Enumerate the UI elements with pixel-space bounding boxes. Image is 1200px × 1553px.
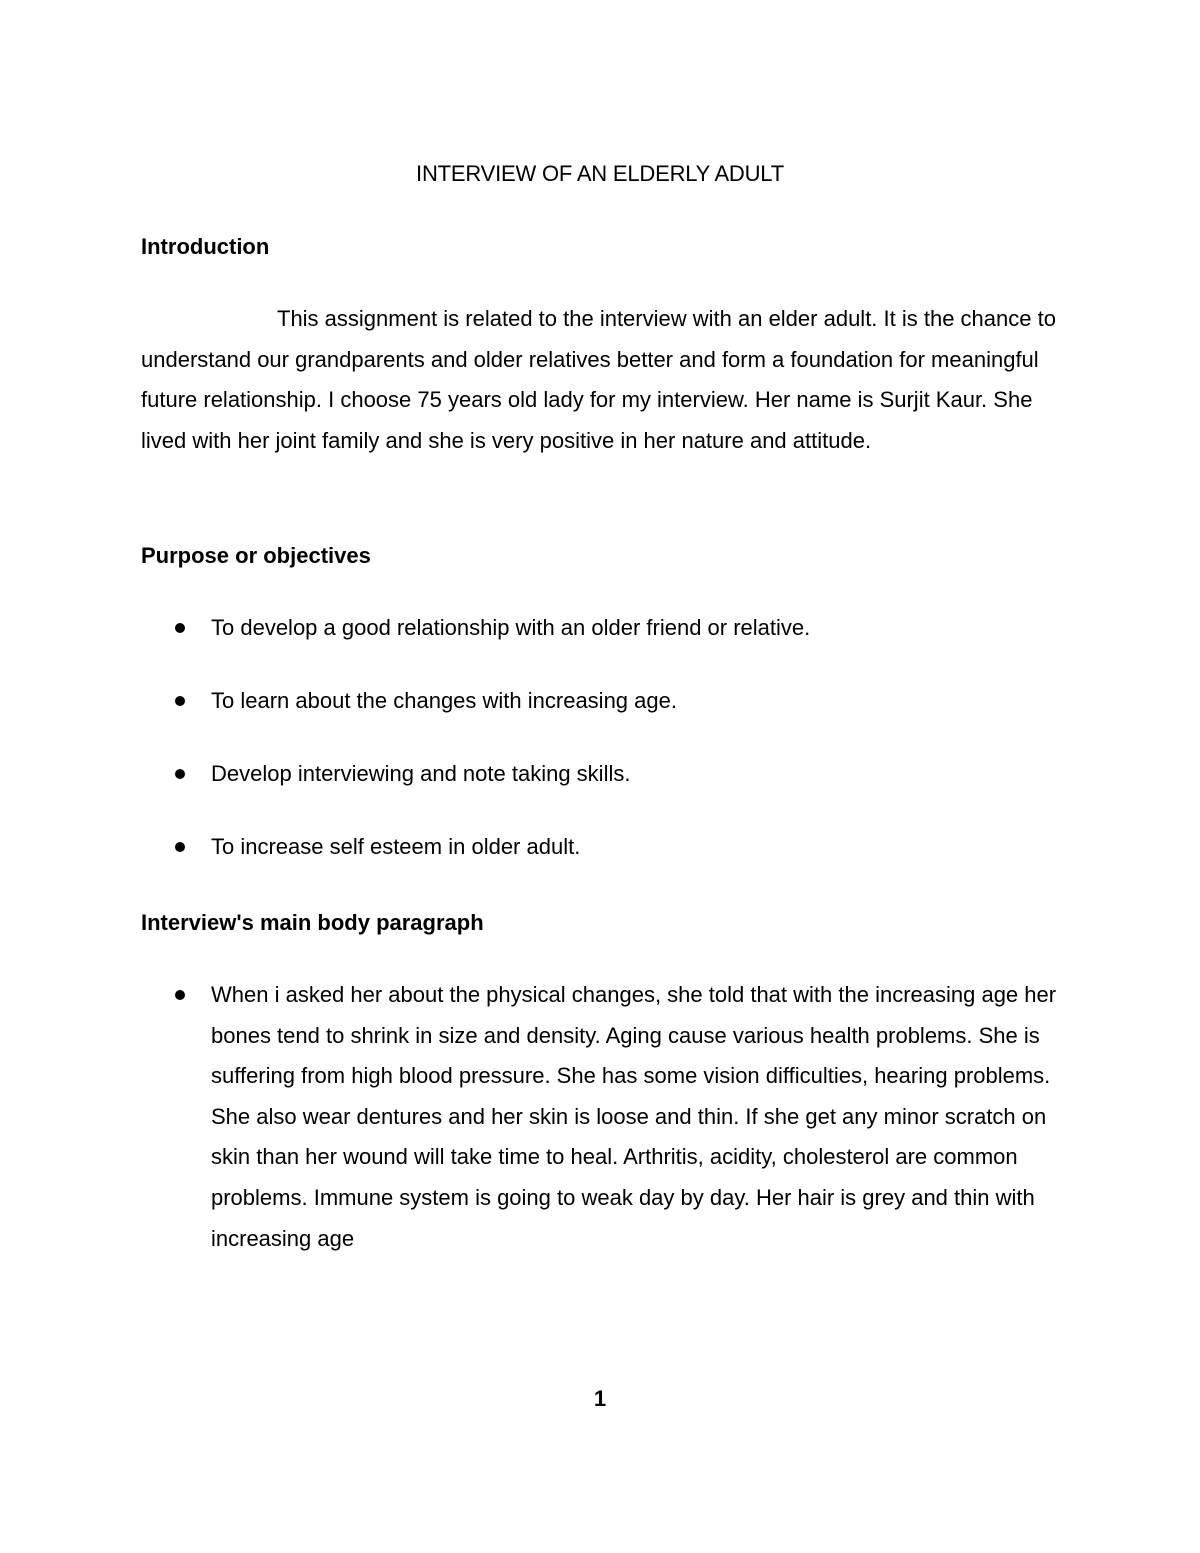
- main-body-heading: Interview's main body paragraph: [141, 910, 484, 935]
- bullet-icon: [175, 769, 185, 779]
- objectives-heading: Purpose or objectives: [141, 543, 371, 568]
- bullet-icon: [175, 990, 185, 1000]
- bullet-icon: [175, 696, 185, 706]
- page-number: 1: [593, 1386, 607, 1411]
- bullet-icon: [175, 623, 185, 633]
- introduction-heading: Introduction: [141, 234, 270, 259]
- document-title: INTERVIEW OF AN ELDERLY ADULT: [416, 161, 784, 186]
- introduction-paragraph: [141, 299, 1076, 461]
- objective-text: To increase self esteem in older adult.: [211, 834, 581, 859]
- introduction-text: This assignment is related to the interview with an elder adult. It is the chance to understand our grandparents and older relatives better and form a foundation for meaningful future relationship. I choose 75 years old lady for my interview. Her name is Surjit Kaur. She lived with her joint family and she is very positive in her nature and attitude.: [141, 306, 1056, 453]
- main-body-text: When i asked her about the physical changes, she told that with the increasing age her bones tend to shrink in size and density. Aging cause various health problems. She is suffering from high blood pressure. She has some vision difficulties, hearing problems. She also wear dentures and her skin is loose and thin. If she get any minor scratch on skin than her wound will take time to heal. Arthritis, acidity, cholesterol are common problems. Immune system is going to weak day by day. Her hair is grey and thin with increasing age: [211, 982, 1057, 1251]
- objective-text: To develop a good relationship with an older friend or relative.: [211, 615, 811, 640]
- objective-text: To learn about the changes with increasing age.: [211, 688, 677, 713]
- objective-text: Develop interviewing and note taking skills.: [211, 761, 631, 786]
- bullet-icon: [175, 842, 185, 852]
